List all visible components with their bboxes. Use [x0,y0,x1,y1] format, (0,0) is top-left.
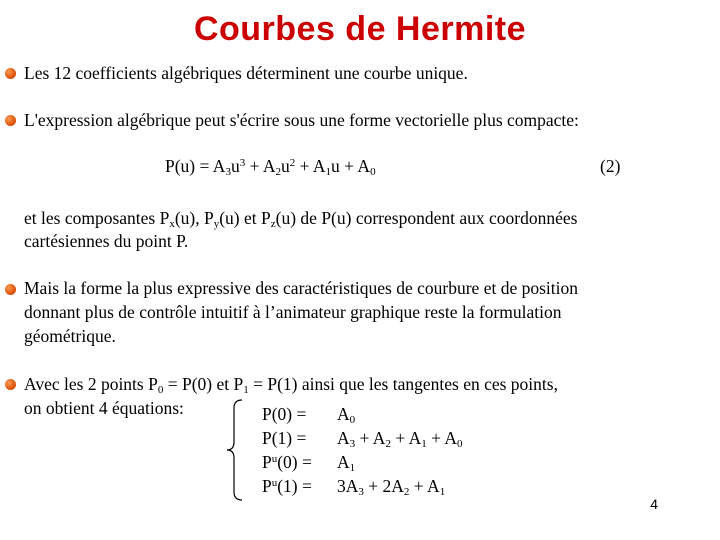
system-eq-2-rhs: $A_3 + A_2 + A_1 + A_0$ [337,428,463,450]
bullet-icon [5,284,16,295]
bullet-text-3-line-3: géométrique. [24,326,116,346]
system-eq-4-rhs: $3A_3 + 2A_2 + A_1$ [337,476,446,498]
components-line-1: et les composantes $P_x(u)$, $P_y(u)$ et $P_z(u)$ de P(u) correspondent aux coordonnées [24,208,578,230]
equation-vector-form: $P(u) = A_3u^3 + A_2u^2 + A_1u + A_0$ [165,156,376,178]
equation-number: (2) [600,156,621,176]
bullet-icon [5,379,16,390]
bullet-text-1: Les 12 coefficients algébriques déterminent une courbe unique. [24,63,468,83]
system-eq-4-lhs: $P^u(1)$ = [262,476,312,496]
bullet-icon [5,115,16,126]
bullet-text-3-line-1: Mais la forme la plus expressive des caractéristiques de courbure et de position [24,278,578,298]
system-eq-3-lhs: $P^u(0)$ = [262,452,312,472]
system-eq-2-lhs: P(1) = [262,428,307,448]
bullet-text-2: L'expression algébrique peut s'écrire sous une forme vectorielle plus compacte: [24,110,579,130]
bullet-icon [5,68,16,79]
system-eq-1-rhs: $A_0$ [337,404,356,426]
components-line-2: cartésiennes du point P. [24,231,189,251]
slide-title: Courbes de Hermite [193,10,527,48]
page-number: 4 [650,496,658,512]
system-eq-3-rhs: $A_1$ [337,452,356,474]
bullet-text-4-line-1: Avec les 2 points $P_0 = P(0)$ et $P_1 = P(1)$ ainsi que les tangentes en ces points, [24,374,558,396]
system-eq-1-lhs: P(0) = [262,404,307,424]
bullet-text-4-line-2: on obtient 4 équations: [24,398,184,418]
left-brace-icon [222,398,244,502]
bullet-text-3-line-2: donnant plus de contrôle intuitif à l’animateur graphique reste la formulation [24,302,562,322]
